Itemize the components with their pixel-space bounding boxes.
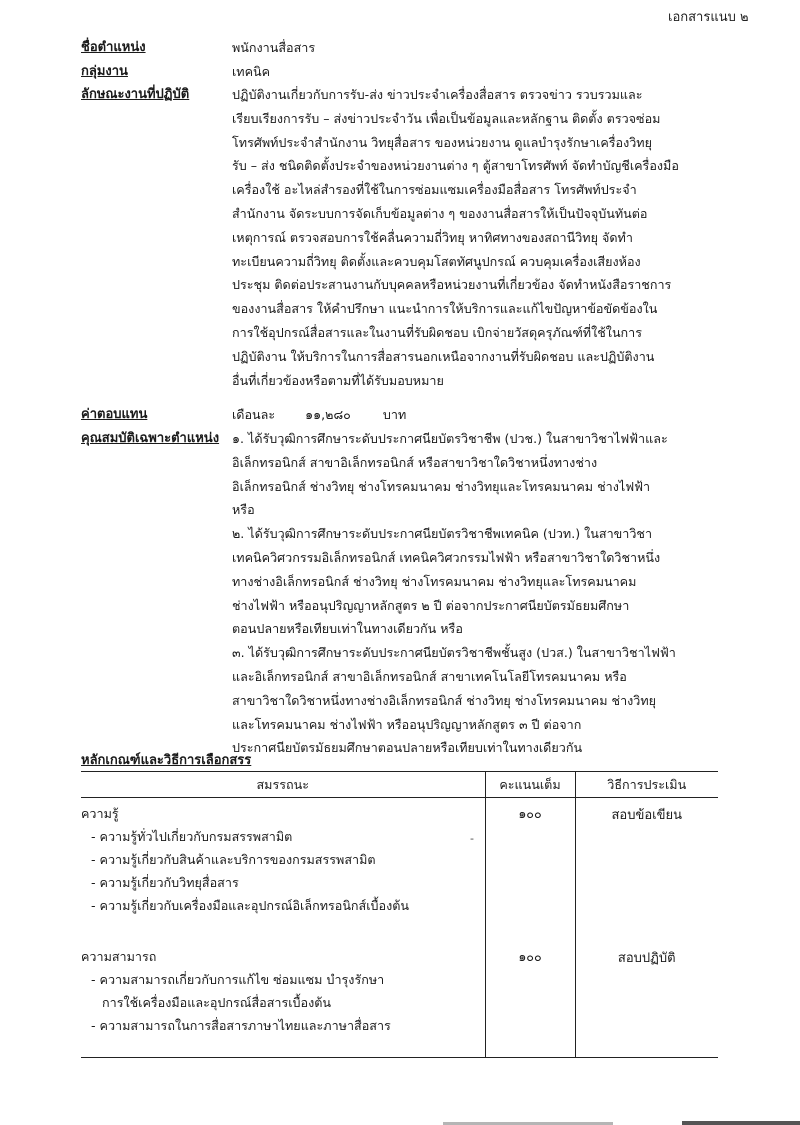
duties-line: ประชุม ติดต่อประสานงานกับบุคคลหรือหน่วยงานที่เกี่ยวข้อง จัดทำหนังสือราชการ <box>232 277 672 293</box>
duties-line: รับ – ส่ง ชนิดติดตั้งประจำของหน่วยงานต่าง ๆ ตู้สาขาโทรศัพท์ จัดทำบัญชีเครื่องมือ <box>232 158 679 174</box>
duties-line: เครื่องใช้ อะไหล่สำรองที่ใช้ในการซ่อมแซมเครื่องมือสื่อสาร โทรศัพท์ประจำ <box>232 182 637 198</box>
qualification-line: ประกาศนียบัตรมัธยมศึกษาตอนปลายหรือเทียบเท่าในทางเดียวกัน <box>232 740 583 756</box>
duties-line: เรียบเรียงการรับ – ส่งข่าวประจำวัน เพื่อเป็นข้อมูลและหลักฐาน ติดตั้ง ตรวจซ่อม <box>232 110 661 126</box>
qualification-line: สาขาวิชาใดวิชาหนึ่งทางช่างอิเล็กทรอนิกส์ ช่างวิทยุ ช่างโทรคมนาคม ช่างวิทยุ <box>232 692 657 708</box>
competency-cell <box>81 941 485 1058</box>
duties-line: ทะเบียนความถี่วิทยุ ติดตั้งและควบคุมโสตทัศนูปกรณ์ ควบคุมเครื่องเสียงห้อง <box>232 253 641 269</box>
duties-line: ปฏิบัติงานเกี่ยวกับการรับ-ส่ง ข่าวประจำเครื่องสื่อสาร ตรวจข่าว รวบรวมและ <box>232 87 643 102</box>
full-score: ๑๐๐ <box>518 806 542 821</box>
duties-line: ของงานสื่อสาร ให้คำปรึกษา แนะนำการให้บริการและแก้ไขปัญหาข้อขัดข้องใน <box>232 301 658 317</box>
competency-item: - ความรู้เกี่ยวกับวิทยุสื่อสาร <box>91 875 239 890</box>
score-cell <box>485 941 575 1058</box>
qualification-line: และโทรคมนาคม ช่างไฟฟ้า หรืออนุปริญญาหลักสูตร ๓ ปี ต่อจาก <box>232 716 582 732</box>
col-full-score: คะแนนเต็ม <box>485 772 575 798</box>
duties-text <box>232 83 752 392</box>
position-value: พนักงานสื่อสาร <box>232 40 316 55</box>
competency-category: ความรู้ <box>81 806 119 821</box>
competency-item: - ความรู้ทั่วไปเกี่ยวกับกรมสรรพสามิต <box>91 829 293 844</box>
compensation-label: ค่าตอบแทน <box>81 407 148 422</box>
qualification-line: และอิเล็กทรอนิกส์ สาขาอิเล็กทรอนิกส์ สาขาเทคโนโลยีโทรคมนาคม หรือ <box>232 668 627 684</box>
qualifications-label: คุณสมบัติเฉพาะตำแหน่ง <box>81 431 220 446</box>
compensation-value <box>232 403 752 427</box>
competency-category: ความสามารถ <box>81 949 157 964</box>
competency-item: - ความรู้เกี่ยวกับสินค้าและบริการของกรมสรรพสามิต <box>91 852 376 867</box>
duties-label: ลักษณะงานที่ปฏิบัติ <box>81 87 190 102</box>
qualification-line: ทางช่างอิเล็กทรอนิกส์ ช่างวิทยุ ช่างโทรคมนาคม ช่างวิทยุและโทรคมนาคม <box>232 573 637 589</box>
col-competency: สมรรถนะ <box>81 772 485 798</box>
competency-item: - ความสามารถในการสื่อสารภาษาไทยและภาษาสื่อสาร <box>91 1018 391 1033</box>
compensation-unit: บาท <box>382 407 407 422</box>
work-group-value: เทคนิค <box>232 64 271 79</box>
attachment-label: เอกสารแนบ ๒ <box>668 10 749 25</box>
duties-line: โทรศัพท์ประจำสำนักงาน วิทยุสื่อสาร ของหน่วยงาน ดูแลบำรุงรักษาเครื่องวิทยุ <box>232 134 652 150</box>
duties-line: ปฏิบัติงาน ให้บริการในการสื่อสารนอกเหนือจากงานที่รับผิดชอบ และปฏิบัติงาน <box>232 348 655 364</box>
qualification-line: ๒. ได้รับวุฒิการศึกษาระดับประกาศนียบัตรวิชาชีพเทคนิค (ปวท.) ในสาขาวิชา <box>232 526 653 542</box>
qualification-line: ตอนปลายหรือเทียบเท่าในทางเดียวกัน หรือ <box>232 621 463 637</box>
qualification-line: หรือ <box>232 502 255 518</box>
competency-item: - ความรู้เกี่ยวกับเครื่องมือและอุปกรณ์อิเล็กทรอนิกส์เบื้องต้น <box>91 898 410 913</box>
qualification-line: ช่างไฟฟ้า หรืออนุปริญญาหลักสูตร ๒ ปี ต่อจากประกาศนียบัตรมัธยมศึกษา <box>232 597 630 613</box>
competency-cell <box>81 798 485 942</box>
qualification-line: เทคนิควิศวกรรมอิเล็กทรอนิกส์ เทคนิควิศวกรรมไฟฟ้า หรือสาขาวิชาใดวิชาหนึ่ง <box>232 549 661 565</box>
position-label: ชื่อตำแหน่ง <box>81 40 146 55</box>
competency-item: - ความสามารถเกี่ยวกับการแก้ไข ซ่อมแซม บำรุงรักษา <box>91 972 385 987</box>
criteria-table <box>81 771 718 1058</box>
scan-artifact <box>682 1121 800 1125</box>
duties-line: การใช้อุปกรณ์สื่อสารและในงานที่รับผิดชอบ เบิกจ่ายวัสดุครุภัณฑ์ที่ใช้ในการ <box>232 324 643 340</box>
score-cell <box>485 798 575 942</box>
competency-item: การใช้เครื่องมือและอุปกรณ์สื่อสารเบื้องต้น <box>102 995 332 1010</box>
qualification-line: ๑. ได้รับวุฒิการศึกษาระดับประกาศนียบัตรวิชาชีพ (ปวช.) ในสาขาวิชาไฟฟ้าและ <box>232 431 668 446</box>
compensation-amount: ๑๑,๒๘๐ <box>305 407 351 422</box>
qualification-line: ๓. ได้รับวุฒิการศึกษาระดับประกาศนียบัตรวิชาชีพชั้นสูง (ปวส.) ในสาขาวิชาไฟฟ้า <box>232 645 676 661</box>
qualifications-text <box>232 427 752 760</box>
method-cell <box>575 798 718 942</box>
assessment-method: สอบปฏิบัติ <box>617 951 676 966</box>
duties-line: อื่นที่เกี่ยวข้องหรือตามที่ได้รับมอบหมาย <box>232 372 444 388</box>
method-cell <box>575 941 718 1058</box>
col-assessment-method: วิธีการประเมิน <box>575 772 718 798</box>
duties-line: สำนักงาน จัดระบบการจัดเก็บข้อมูลต่าง ๆ ของงานสื่อสารให้เป็นปัจจุบันทันต่อ <box>232 205 648 221</box>
qualification-line: อิเล็กทรอนิกส์ ช่างวิทยุ ช่างโทรคมนาคม ช่างวิทยุและโทรคมนาคม ช่างไฟฟ้า <box>232 478 651 494</box>
full-score: ๑๐๐ <box>518 949 542 964</box>
criteria-row-knowledge <box>81 798 718 942</box>
work-group-label: กลุ่มงาน <box>81 64 128 79</box>
criteria-title: หลักเกณฑ์และวิธีการเลือกสรร <box>81 753 252 768</box>
qualification-line: อิเล็กทรอนิกส์ สาขาอิเล็กทรอนิกส์ หรือสาขาวิชาใดวิชาหนึ่งทางช่าง <box>232 454 598 470</box>
criteria-row-ability <box>81 941 718 1058</box>
duties-line: เหตุการณ์ ตรวจสอบการใช้คลื่นความถี่วิทยุ หาทิศทางของสถานีวิทยุ จัดทำ <box>232 229 633 245</box>
criteria-header-row <box>81 772 718 798</box>
assessment-method: สอบข้อเขียน <box>611 808 683 823</box>
scan-mark: - <box>470 832 474 845</box>
compensation-prefix: เดือนละ <box>232 407 276 422</box>
